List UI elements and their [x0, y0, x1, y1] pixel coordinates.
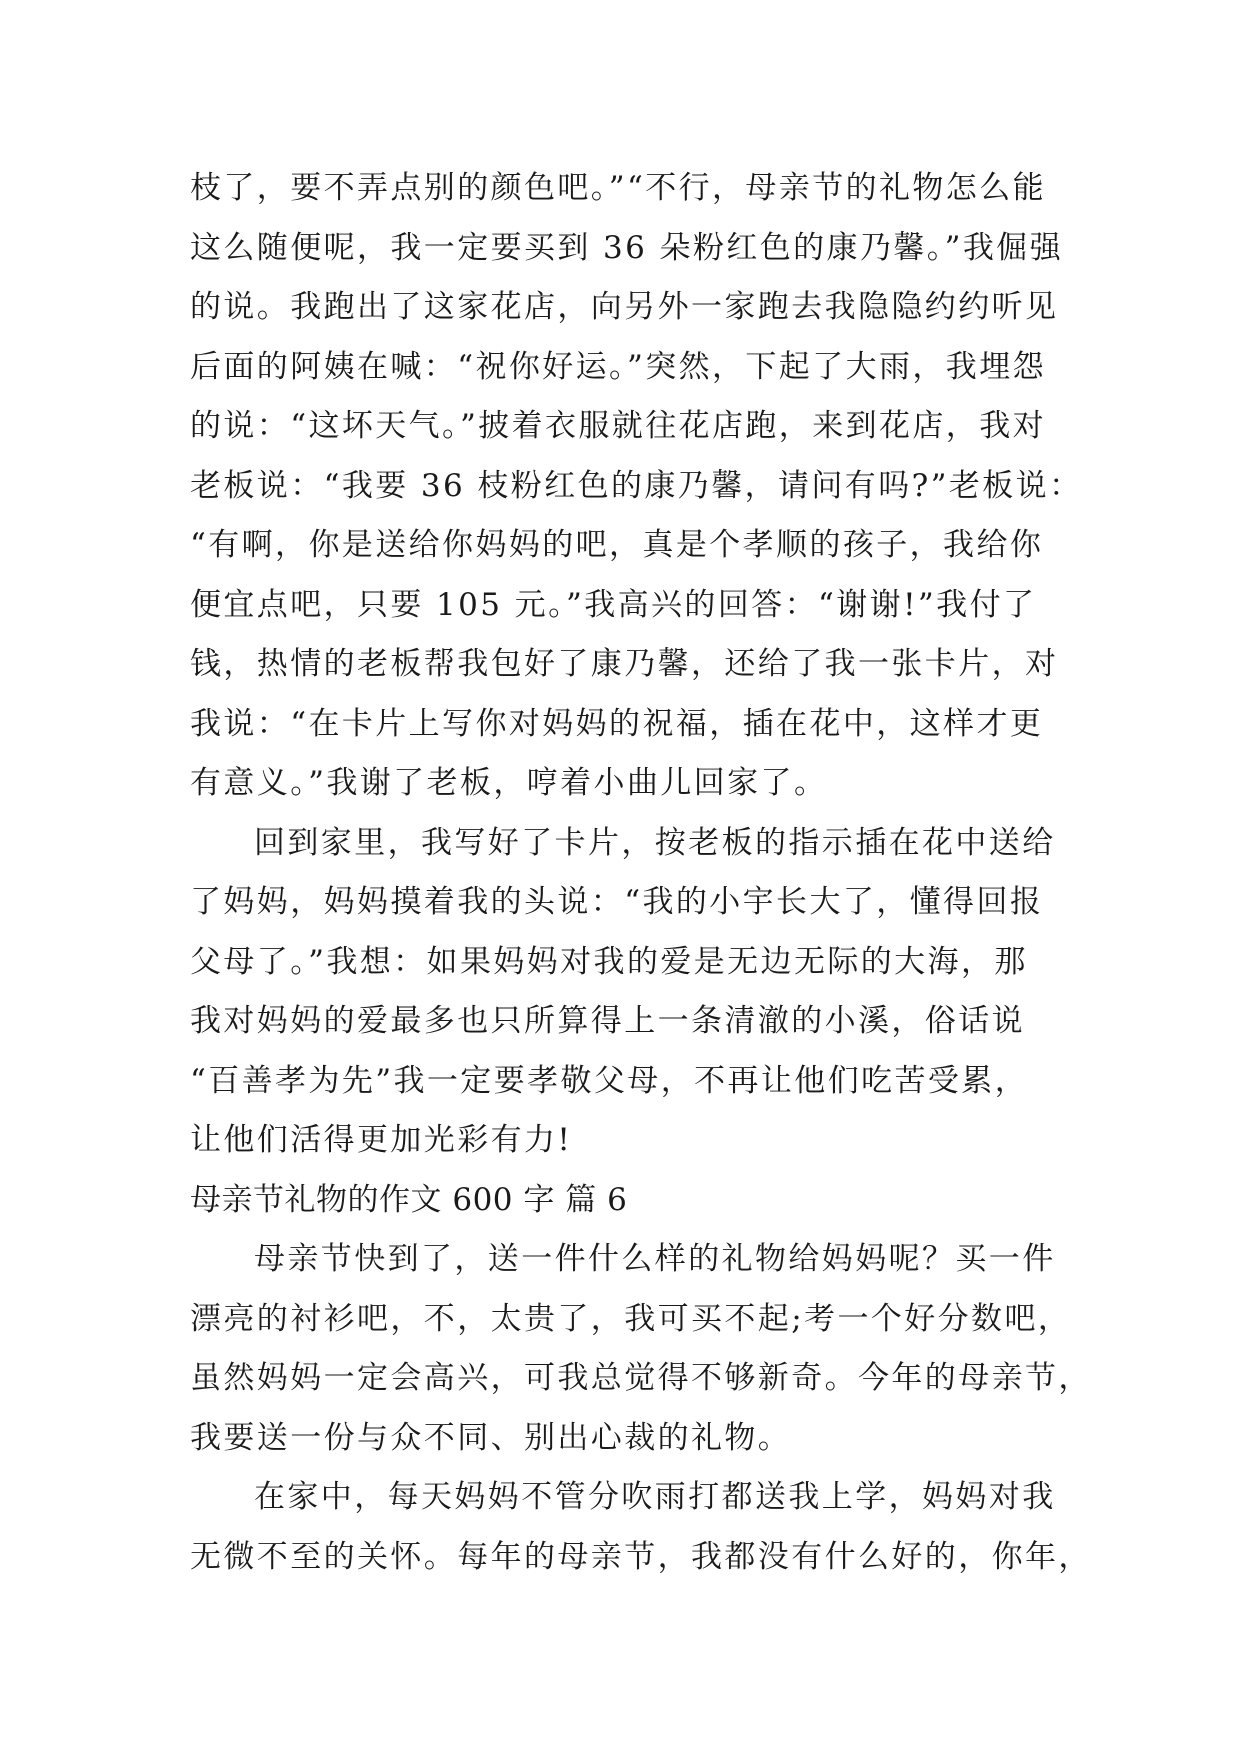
text-line: 的说。我跑出了这家花店，向另外一家跑去我隐隐约约听见	[190, 289, 1059, 325]
text-line: 无微不至的关怀。每年的母亲节，我都没有什么好的，你年，	[190, 1538, 1092, 1575]
text-line: 我说：“在卡片上写你对妈妈的祝福，插在花中，这样才更	[190, 705, 1044, 742]
text-line: 父母了。”我想：如果妈妈对我的爱是无边无际的大海，那	[190, 943, 1028, 980]
text-line: 老板说：“我要 36 枝粉红色的康乃馨，请问有吗?”老板说：	[190, 467, 1083, 504]
text-line: 漂亮的衬衫吧，不，太贵了，我可买不起;考一个好分数吧，	[190, 1300, 1072, 1337]
text-line: 的说：“这坏天气。”披着衣服就往花店跑，来到花店，我对	[190, 408, 1046, 444]
text-line: “有啊，你是送给你妈妈的吧，真是个孝顺的孩子，我给你	[190, 527, 1044, 563]
section-heading: 母亲节礼物的作文 600 字 篇 6	[190, 1181, 628, 1218]
text-line: 回到家里，我写好了卡片，按老板的指示插在花中送给	[254, 824, 1056, 861]
text-line: 便宜点吧，只要 105 元。”我高兴的回答：“谢谢!”我付了	[190, 586, 1037, 623]
text-line: 母亲节快到了，送一件什么样的礼物给妈妈呢？买一件	[254, 1241, 1056, 1277]
text-line: 我要送一份与众不同、别出心裁的礼物。	[190, 1419, 792, 1456]
text-line: 钱，热情的老板帮我包好了康乃馨，还给了我一张卡片，对	[190, 646, 1059, 682]
text-line: 了妈妈，妈妈摸着我的头说：“我的小宇长大了，懂得回报	[190, 884, 1044, 920]
text-line: 我对妈妈的爱最多也只所算得上一条清澈的小溪，俗话说	[190, 1003, 1025, 1039]
text-line: 有意义。”我谢了老板，哼着小曲儿回家了。	[190, 765, 828, 801]
essay-text	[190, 159, 1092, 1587]
text-line: 让他们活得更加光彩有力!	[190, 1122, 573, 1158]
text-line: 虽然妈妈一定会高兴，可我总觉得不够新奇。今年的母亲节，	[190, 1360, 1092, 1396]
text-line: 这么随便呢，我一定要买到 36 朵粉红色的康乃馨。”我倔强	[190, 229, 1064, 266]
text-line: 在家中，每天妈妈不管分吹雨打都送我上学，妈妈对我	[254, 1479, 1056, 1515]
text-line: “百善孝为先”我一定要孝敬父母，不再让他们吃苦受累，	[190, 1062, 1029, 1099]
text-line: 枝了，要不弄点别的颜色吧。”“不行，母亲节的礼物怎么能	[190, 170, 1046, 206]
text-line: 后面的阿姨在喊：“祝你好运。”突然，下起了大雨，我埋怨	[190, 348, 1046, 385]
